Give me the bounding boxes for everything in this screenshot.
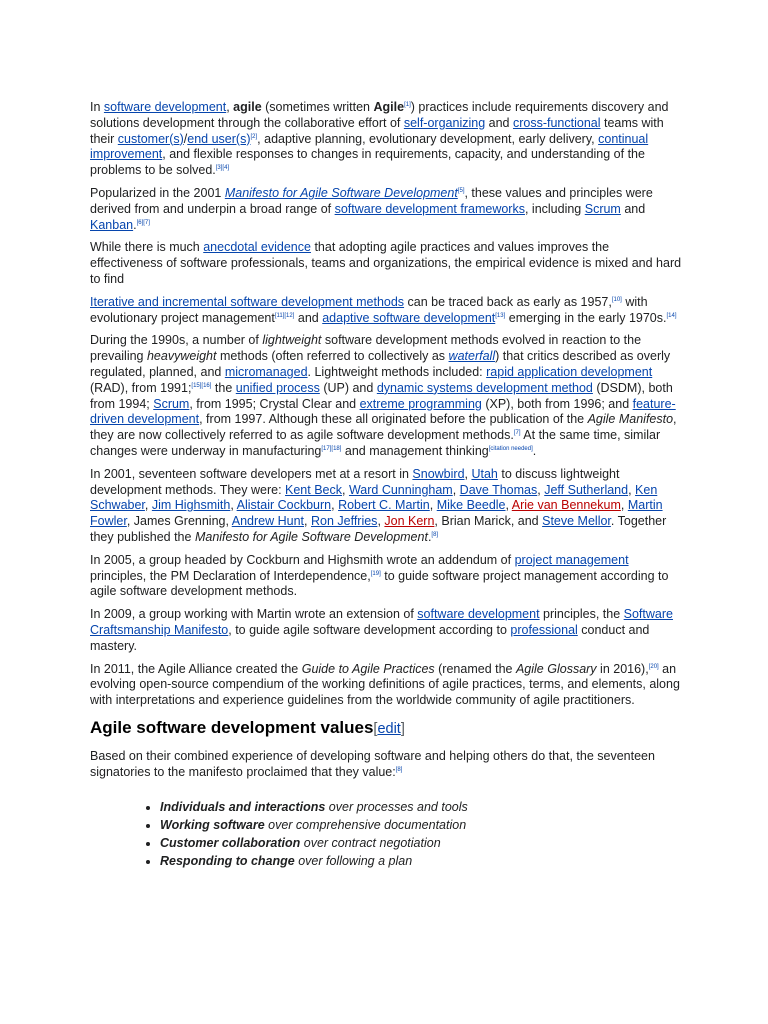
paragraph-values-intro: Based on their combined experience of developing software and helping others do that, the seventeen signatories to the manifesto proclaimed that they value:[8]: [90, 748, 655, 779]
link-end-users[interactable]: end user(s): [187, 131, 251, 146]
article-body: [90, 100, 682, 870]
link-dsdm[interactable]: dynamic systems development method: [376, 380, 593, 395]
link-waterfall[interactable]: waterfall: [448, 349, 496, 364]
link-dave-thomas[interactable]: Dave Thomas: [459, 482, 538, 497]
link-craftsmanship-manifesto[interactable]: Software Craftsmanship Manifesto: [90, 607, 673, 637]
link-jim-highsmith[interactable]: Jim Highsmith: [151, 498, 231, 513]
ref-8b[interactable]: [8]: [395, 766, 403, 773]
link-continual-improvement[interactable]: continual improvement: [90, 131, 649, 162]
paragraph-2001: In 2001, seventeen software developers met at a resort in Snowbird, Utah to discuss lightweight development methods. They were: Kent Beck, Ward Cunningham, Dave Thomas, Jeff Sutherland, Ken Schwaber, Jim Highsmith, Alistair Cockburn, Robert C. Martin, Mike Beedle, Arie van Bennekum, Martin Fowler, James Grenning, Andrew Hunt, Ron Jeffries, Jon Kern, Brian Marick, and Steve Mellor. Together they published the Manifesto for Agile Software Development.[8]: [90, 466, 667, 544]
link-snowbird[interactable]: Snowbird: [412, 466, 465, 481]
link-self-organizing[interactable]: self-organizing: [403, 115, 486, 130]
paragraph-intro: In software development, agile (sometimes written Agile[1]) practices include requirements discovery and solutions development through the collaborative effort of self-organizing and cross-functional teams with their customer(s)/end user(s)[2], adaptive planning, evolutionary development, early delivery, continual improvement, and flexible responses to changes in requirements, capacity, and understanding of the problems to be solved.[3][4]: [90, 100, 669, 178]
paragraph-history: Iterative and incremental software development methods can be traced back as early as 1957,[10] with evolutionary project management[11][12] and adaptive software development[13] emerging in the early 1970s.[14]: [90, 294, 677, 325]
link-extreme-programming[interactable]: extreme programming: [359, 396, 482, 411]
link-scrum[interactable]: Scrum: [584, 201, 621, 216]
link-frameworks[interactable]: software development frameworks: [334, 201, 525, 216]
link-martin-fowler[interactable]: Martin Fowler: [90, 498, 663, 529]
link-manifesto[interactable]: Manifesto for Agile Software Development: [224, 185, 458, 200]
ref-10[interactable]: [10]: [611, 296, 622, 303]
link-professional[interactable]: professional: [510, 622, 578, 637]
paragraph-evidence: While there is much anecdotal evidence that adopting agile practices and values improves the effectiveness of software professionals, teams and organizations, the empirical evidence is mixed and hard to find: [90, 240, 682, 286]
list-item: • Responding to change over following a plan: [160, 852, 682, 870]
link-project-management[interactable]: project management: [514, 552, 629, 567]
ref-6-7[interactable]: [6][7]: [136, 219, 150, 226]
ref-14[interactable]: [14]: [666, 312, 677, 319]
link-anecdotal-evidence[interactable]: anecdotal evidence: [203, 240, 311, 255]
link-robert-martin[interactable]: Robert C. Martin: [338, 498, 430, 513]
paragraph-2009: In 2009, a group working with Martin wrote an extension of software development principles, the Software Craftsmanship Manifesto, to guide agile software development according to professional conduct and mastery.: [90, 607, 673, 653]
ref-2[interactable]: [2]: [250, 133, 258, 140]
paragraph-manifesto: Popularized in the 2001 Manifesto for Agile Software Development[5], these values and principles were derived from and underpin a broad range of software development frameworks, including Scrum and Kanban.[6][7]: [90, 185, 653, 232]
ref-citation-needed[interactable]: [citation needed]: [488, 445, 533, 452]
link-andrew-hunt[interactable]: Andrew Hunt: [231, 514, 305, 529]
link-utah[interactable]: Utah: [471, 466, 498, 481]
ref-3-4[interactable]: [3][4]: [215, 165, 230, 172]
ref-17-18[interactable]: [17][18]: [321, 445, 342, 452]
link-ward-cunningham[interactable]: Ward Cunningham: [348, 482, 453, 497]
edit-section: [edit]: [373, 720, 405, 737]
link-steve-mellor[interactable]: Steve Mellor: [542, 514, 611, 529]
link-ron-jeffries[interactable]: Ron Jeffries: [310, 514, 378, 529]
ref-5[interactable]: [5]: [457, 187, 465, 194]
ref-19[interactable]: [19]: [370, 570, 381, 577]
values-list: [90, 798, 682, 870]
link-arie-van-bennekum[interactable]: Arie van Bennekum: [511, 498, 621, 513]
link-ken-schwaber[interactable]: Ken Schwaber: [90, 482, 658, 513]
paragraph-1990s: During the 1990s, a number of lightweight software development methods evolved in reaction to the prevailing heavyweight methods (often referred to collectively as waterfall) that critics described as overly regulated, planned, and micromanaged. Lightweight methods included: rapid application development (RAD), from 1991;[15][16] the unified process (UP) and dynamic systems development method (DSDM), both from 1994; Scrum, from 1995; Crystal Clear and extreme programming (XP), both from 1996; and feature-driven development, from 1997. Although these all originated before the publication of the Agile Manifesto, they are now collectively referred to as agile software development methods.[7] At the same time, similar changes were underway in manufacturing[17][18] and management thinking[citation needed].: [90, 333, 677, 458]
link-software-development[interactable]: software development: [103, 100, 227, 114]
link-rad[interactable]: rapid application development: [486, 364, 653, 379]
link-mike-beedle[interactable]: Mike Beedle: [436, 498, 506, 513]
paragraph-2011: In 2011, the Agile Alliance created the Guide to Agile Practices (renamed the Agile Glossary in 2016),[20] an evolving open-source compendium of the working definitions of agile practices, terms, and elements, along with interpretations and experience guidelines from the worldwide community of agile practitioners.: [90, 661, 680, 708]
list-item: • Working software over comprehensive documentation: [160, 816, 682, 834]
list-item: • Customer collaboration over contract negotiation: [160, 834, 682, 852]
section-heading-values: Agile software development values[edit]: [90, 717, 405, 737]
link-unified-process[interactable]: unified process: [235, 380, 320, 395]
ref-7[interactable]: [7]: [513, 429, 521, 436]
ref-1[interactable]: [1]: [404, 101, 411, 108]
link-jon-kern[interactable]: Jon Kern: [384, 514, 435, 529]
link-cross-functional[interactable]: cross-functional: [512, 115, 601, 130]
ref-8[interactable]: [8]: [431, 531, 439, 538]
link-alistair-cockburn[interactable]: Alistair Cockburn: [236, 498, 332, 513]
link-customers[interactable]: customer(s): [117, 131, 184, 146]
link-scrum-2[interactable]: Scrum: [153, 396, 190, 411]
link-kanban[interactable]: Kanban: [90, 217, 134, 232]
link-adaptive[interactable]: adaptive software development: [322, 310, 496, 325]
ref-11-12[interactable]: [11][12]: [274, 312, 295, 319]
link-iterative[interactable]: Iterative and incremental software development methods: [90, 294, 405, 309]
link-micromanaged[interactable]: micromanaged: [224, 364, 308, 379]
ref-13[interactable]: [13]: [495, 312, 506, 319]
link-kent-beck[interactable]: Kent Beck: [285, 482, 342, 497]
ref-15-16[interactable]: [15][16]: [191, 382, 212, 389]
paragraph-2005: In 2005, a group headed by Cockburn and Highsmith wrote an addendum of project management principles, the PM Declaration of Interdependence,[19] to guide software project management according to agile software development methods.: [90, 552, 669, 599]
ref-20[interactable]: [20]: [648, 663, 659, 670]
link-fdd[interactable]: feature-driven development: [90, 396, 676, 427]
link-software-development-2[interactable]: software development: [417, 607, 540, 622]
link-jeff-sutherland[interactable]: Jeff Sutherland: [544, 482, 629, 497]
list-item: • Individuals and interactions over processes and tools: [160, 798, 682, 816]
edit-link[interactable]: edit: [377, 720, 401, 737]
